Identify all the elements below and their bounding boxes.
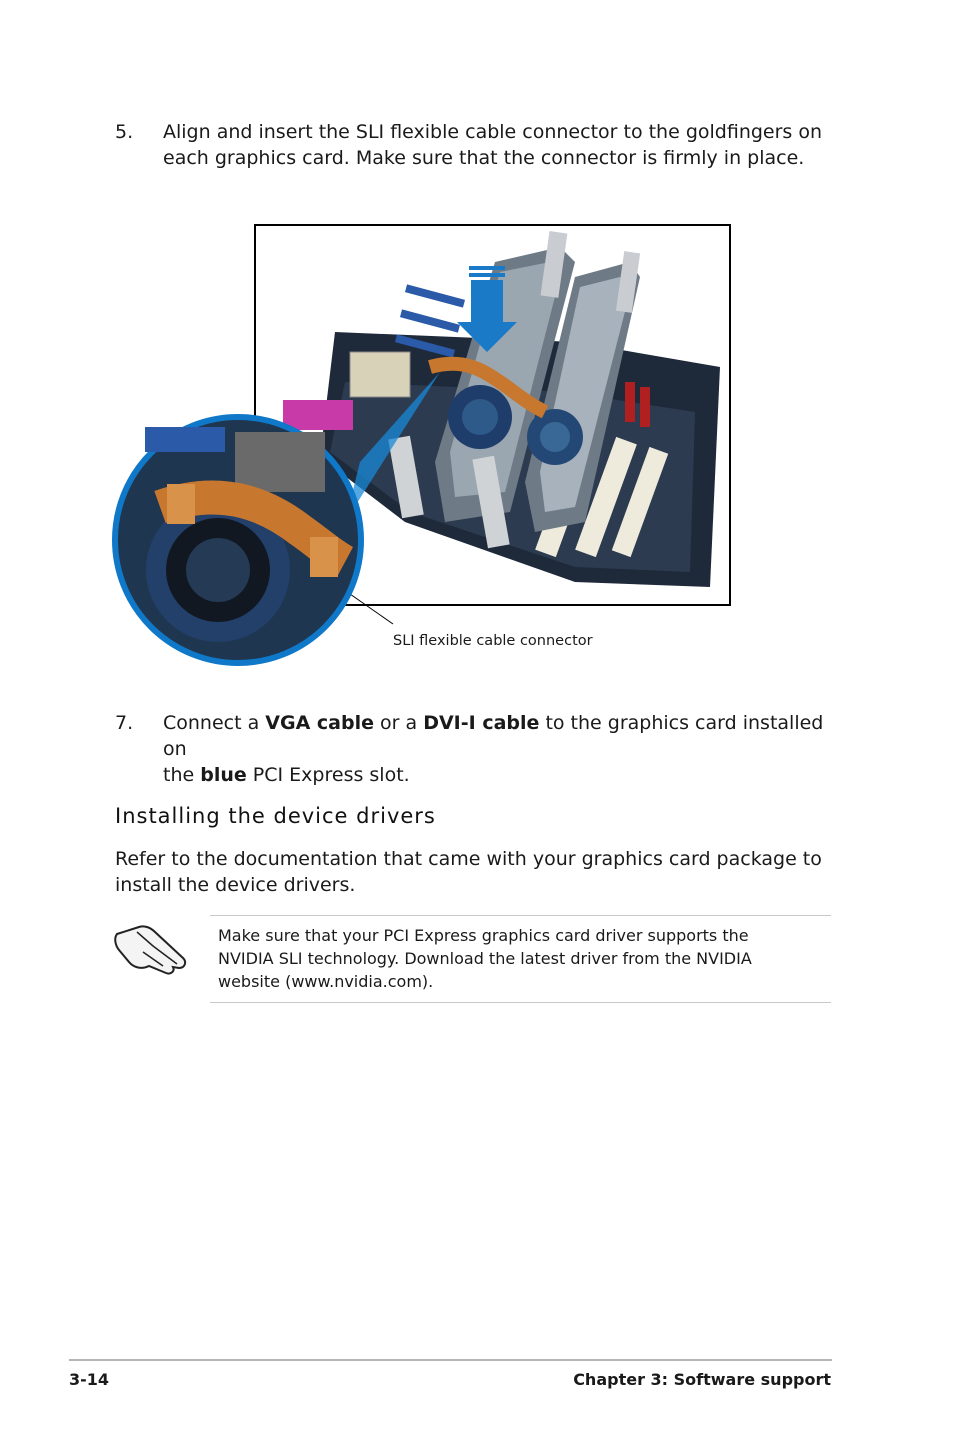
step-text (163, 119, 843, 171)
section-paragraph (115, 846, 835, 898)
dvi-cable-term: DVI-I cable (423, 712, 540, 734)
chapter-title: Chapter 3: Software support (573, 1370, 831, 1389)
step-7-line-1 (163, 710, 843, 762)
note-line-3: website (www.nvidia.com). (218, 972, 434, 991)
text-run: to the graphics card installed on (163, 712, 824, 760)
text-run: Connect a (163, 712, 266, 734)
note-line-1: Make sure that your PCI Express graphics card driver supports the (218, 926, 749, 945)
arrow-stripe-2 (469, 273, 505, 277)
step-5-line-2: each graphics card. Make sure that the connector is firmly in place. (163, 147, 805, 169)
note-text (218, 924, 818, 993)
motherboard-photo (105, 222, 735, 667)
text-run: the (163, 764, 201, 786)
text-run: or a (374, 712, 424, 734)
step-number: 5. (115, 121, 134, 143)
sli-connector-figure (105, 222, 735, 667)
paragraph-line-1: Refer to the documentation that came with your graphics card package to (115, 848, 822, 870)
vga-cable-term: VGA cable (265, 712, 374, 734)
step-7-line-2 (163, 762, 843, 788)
note-line-2: NVIDIA SLI technology. Download the latest driver from the NVIDIA (218, 949, 752, 968)
arrow-stripe-1 (469, 266, 505, 270)
figure-caption: SLI flexible cable connector (393, 633, 593, 649)
blue-term: blue (200, 764, 247, 786)
text-run: PCI Express slot. (246, 764, 410, 786)
paragraph-line-2: install the device drivers. (115, 874, 356, 896)
step-number: 7. (115, 712, 134, 734)
pointing-hand-icon (113, 922, 189, 978)
page-number: 3-14 (69, 1370, 110, 1389)
note-box (210, 915, 831, 1003)
section-heading: Installing the device drivers (115, 804, 436, 828)
footer-divider (69, 1359, 832, 1361)
step-text (163, 710, 843, 788)
step-5-line-1: Align and insert the SLI flexible cable connector to the goldfingers on (163, 121, 823, 143)
